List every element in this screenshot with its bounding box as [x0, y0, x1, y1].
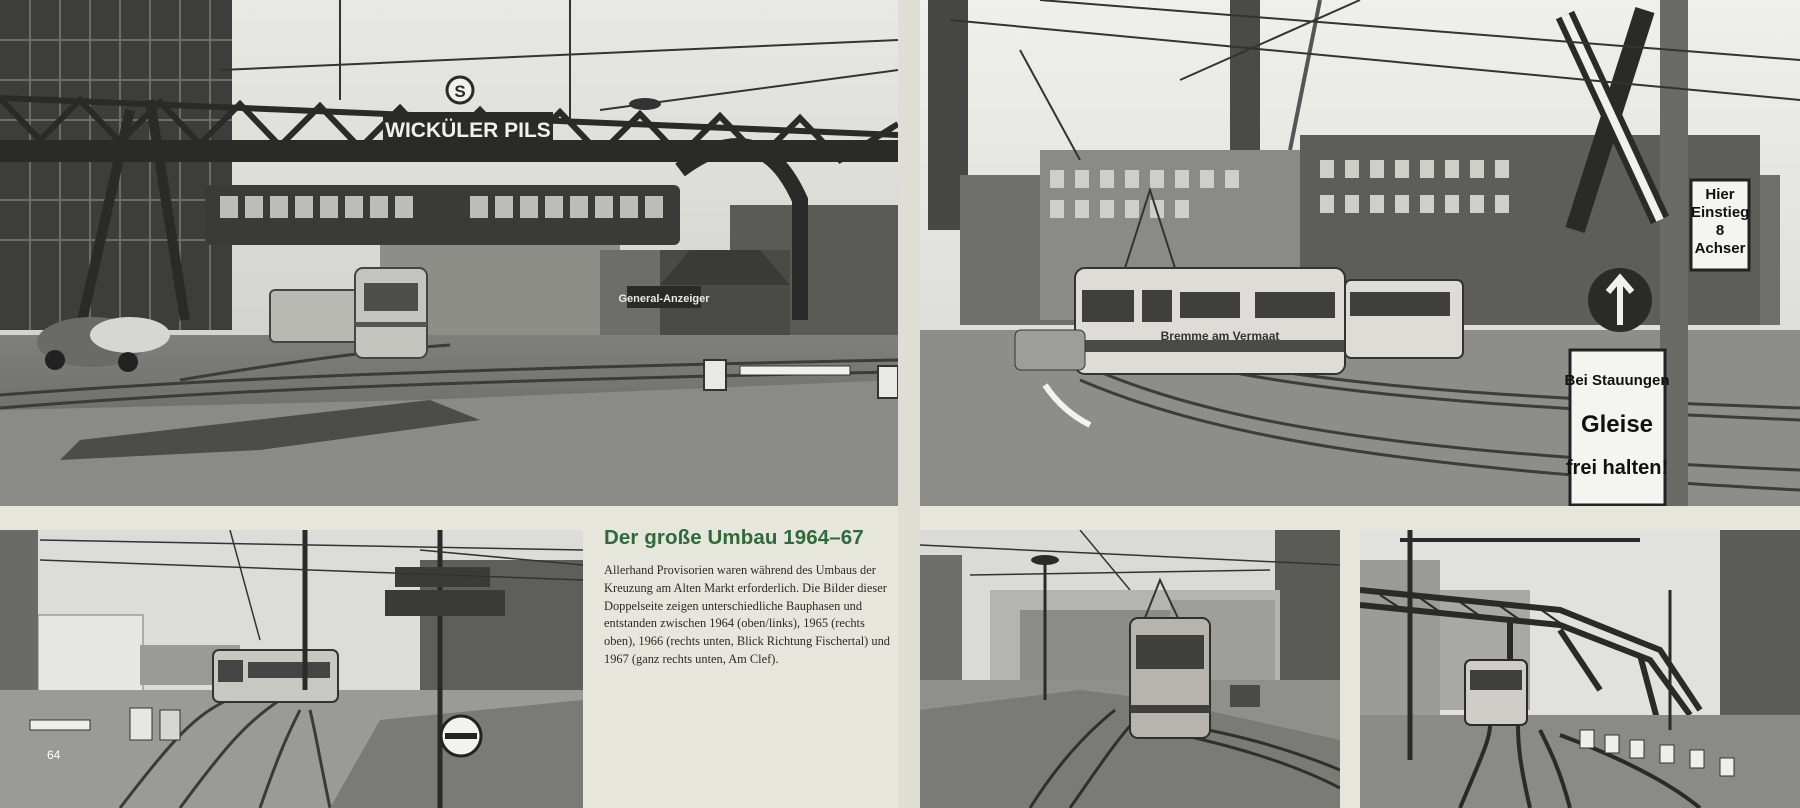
- caption-title: Der große Umbau 1964–67: [604, 526, 864, 549]
- photo-tl-image: [0, 0, 898, 506]
- general-anzeiger-sign: General-Anzeiger: [618, 293, 710, 305]
- photo-tr-image: [920, 0, 1800, 506]
- congestion-sign-line3: frei halten!: [1565, 457, 1669, 479]
- photo-crossing-construction: [0, 530, 583, 808]
- congestion-sign-line1: Bei Stauungen: [1564, 372, 1670, 389]
- page-number: 64: [47, 748, 61, 762]
- photo-bl-image: [0, 530, 583, 808]
- photo-tram-at-crossing-1965: [920, 0, 1800, 506]
- photo-br-image: [1360, 530, 1800, 808]
- photo-am-clef-1967: [1360, 530, 1800, 808]
- caption-text: Allerhand Provisorien waren während des Umbaus der Kreuzung am Alten Markt erforderlich. Die Bilder dieser Doppelseite zeigen unterschiedliche Bauphasen und entstanden zwischen 1964 (oben/links), 1965 (rechts oben), 1966 (rechts unten, Blick Richtung Fischertal) und 1967 (ganz rechts unten, Am Clef).: [604, 563, 890, 666]
- page-gutter: [898, 0, 920, 808]
- s-bahn-sign: S: [454, 82, 466, 101]
- photo-view-fischertal-1966: [920, 530, 1340, 808]
- wickuler-pils-sign: WICKÜLER PILS: [385, 119, 551, 142]
- congestion-sign-line2: Gleise: [1580, 411, 1654, 438]
- photo-suspension-railway-crossing-1964: [0, 0, 898, 506]
- photo-bm-image: [920, 530, 1340, 808]
- entry-sign: Hier Einstieg 8 Achser: [1691, 186, 1749, 257]
- caption-block: [604, 526, 894, 786]
- tram-advertisement: Bremme am Vermaat: [1160, 329, 1280, 343]
